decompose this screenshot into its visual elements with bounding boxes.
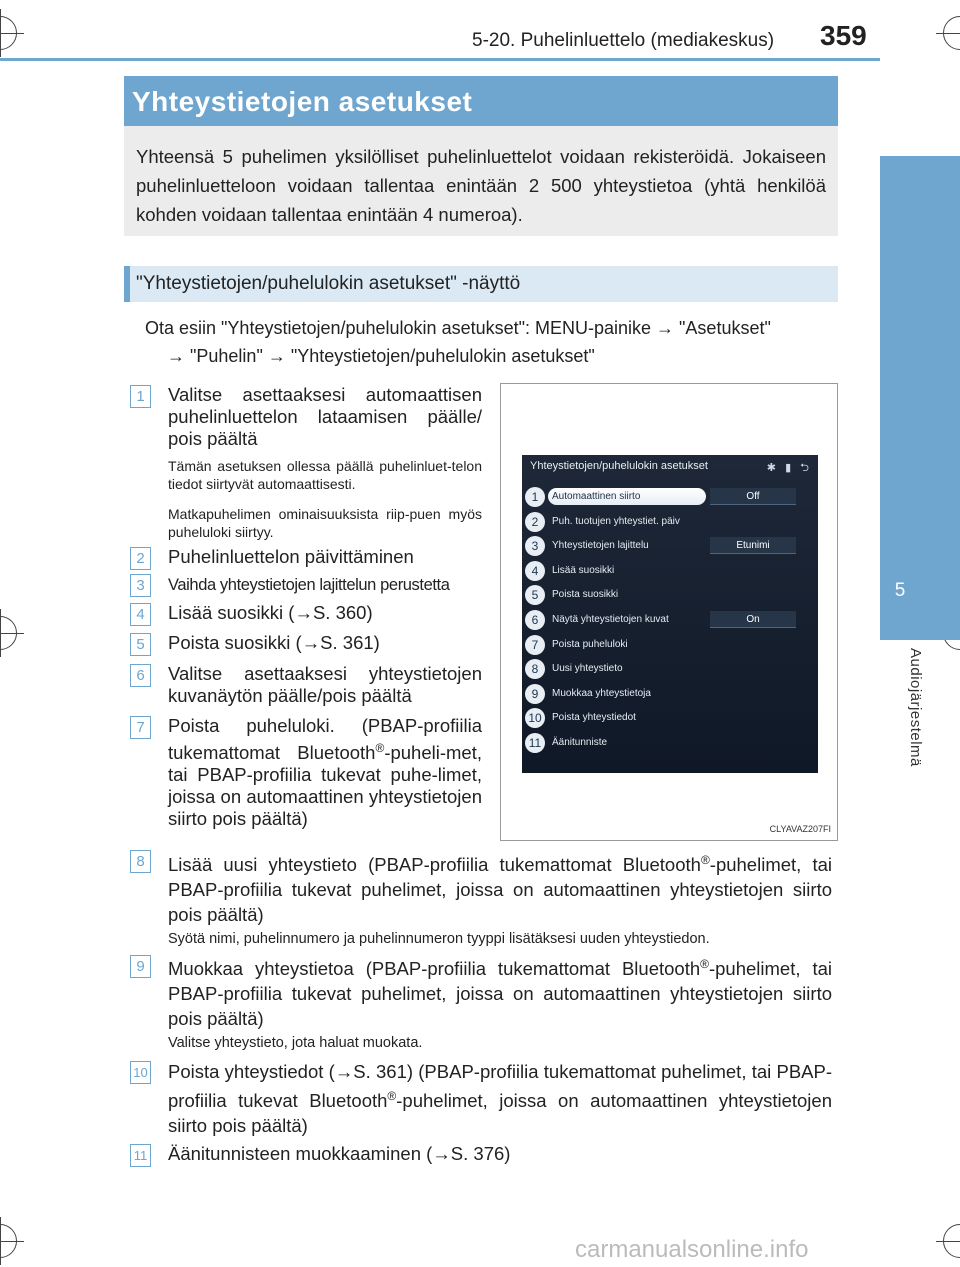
item-text-part: -puhelimet, tai PBAP-profiilia tukevat puhelimet, joissa on automaattinen yhteystietojen siirto pois päältä) [168,854,832,926]
screen-row-label: Muokkaa yhteystietoja [552,687,651,699]
registered-mark: ® [375,741,385,755]
section-title: Yhteystietojen asetukset [132,86,473,117]
screen-menu-row[interactable] [522,485,818,509]
screen-menu-row[interactable] [522,510,818,534]
status-icons: ✱ ▮ ⮌ [766,462,812,474]
item-text [168,1059,832,1138]
item-badge: 8 [130,850,151,873]
screen-row-label: Poista yhteystiedot [552,712,636,724]
screen-title: Yhteystietojen/puhelulokin asetukset [530,460,708,472]
item-note: Valitse yhteystieto, jota haluat muokata. [168,1035,423,1051]
screen-row-label: Äänitunniste [552,737,608,748]
screen-menu-row[interactable] [522,559,818,583]
header-rule [0,58,880,61]
nav-path-line-2: → "Puhelin" → "Yhteystietojen/puhelulokin asetukset" [167,346,595,366]
item-badge: 6 [130,664,151,687]
screen-row-label: Yhteystietojen lajittelu [552,540,649,552]
running-header: 5-20. Puhelinluettelo (mediakeskus) [472,30,775,51]
item-badge: 5 [130,633,151,656]
screen-menu-row[interactable] [522,657,818,681]
item-text-part: -puhelimet, joissa on automaattinen yhteystietojen siirto pois päältä) [168,1090,832,1137]
item-text-part: Poista puheluloki. (PBAP-profiilia tukemattomat Bluetooth [168,715,482,764]
nav-path-line-1: Ota esiin "Yhteystietojen/puhelulokin asetukset": MENU-painike → "Asetukset" [145,318,771,338]
item-text: Valitse asettaaksesi automaattisen puhelinluettelon lataamisen päälle/ pois päältä [168,384,482,449]
item-badge: 7 [130,716,151,739]
crop-mark-top-left [0,16,17,50]
screen-row-label: Lisää suosikki [552,564,615,576]
screen-row-number: 3 [525,536,545,556]
screen-menu-row[interactable] [522,608,818,632]
screen-row-label: Uusi yhteystieto [552,663,623,675]
crop-mark-top-right [943,16,960,50]
page-number: 359 [820,20,867,51]
chapter-label: Audiojärjestelmä [907,648,924,767]
item-text-part: Muokkaa yhteystietoa (PBAP-profiilia tukemattomat Bluetooth [168,958,701,980]
item-badge: 10 [130,1061,151,1084]
item-note: Syötä nimi, puhelinnumero ja puhelinnumeron tyyppi lisätäksesi uuden yhteystiedon. [168,931,710,947]
item-text: Äänitunnisteen muokkaaminen (→S. 376) [168,1143,511,1164]
registered-mark: ® [700,853,710,867]
item-text: Poista suosikki (→S. 361) [168,632,380,653]
registered-mark: ® [387,1089,397,1103]
item-note: Tämän asetuksen ollessa päällä puhelinluet-telon tiedot siirtyvät automaattisesti. [168,458,482,492]
crop-mark-bottom-right [943,1224,960,1258]
item-badge: 11 [130,1144,151,1167]
screen-row-number: 11 [525,733,545,753]
screen-row-number: 7 [525,635,545,655]
item-text [168,952,832,1031]
screen-row-number: 6 [525,610,545,630]
screen-row-label: Poista suosikki [552,589,619,601]
intro-box: Yhteensä 5 puhelimen yksilölliset puhelinluettelot voidaan rekisteröidä. Jokaiseen puhelinluetteloon voidaan tallentaa enintään 2 500 yhteystietoa (yhtä henkilöä kohden voidaan tallentaa enintään 4 numeroa). [124,126,838,236]
screen-menu-row[interactable] [522,583,818,607]
item-text-part: Lisää uusi yhteystieto (PBAP-profiilia tukemattomat Bluetooth [168,854,701,876]
watermark: carmanualsonline.info [575,1236,809,1263]
item-badge: 3 [130,574,151,597]
screen-row-number: 8 [525,659,545,679]
item-text: Lisää suosikki (→S. 360) [168,602,373,623]
item-badge: 2 [130,547,151,570]
item-text [168,715,482,830]
screen-menu-row[interactable] [522,682,818,706]
screen-row-number: 2 [525,512,545,532]
figure-code: CLYAVAZ207FI [769,824,831,834]
chapter-tab [880,156,960,640]
item-text: Puhelinluettelon päivittäminen [168,546,414,567]
screen-row-number: 4 [525,561,545,581]
crop-mark-mid-left [0,616,17,650]
screen-row-number: 9 [525,684,545,704]
item-note: Matkapuhelimen ominaisuuksista riip-puen myös puheluloki siirtyy. [168,506,482,540]
item-text: Valitse asettaaksesi yhteystietojen kuvanäytön päälle/pois päältä [168,663,482,706]
screen-row-value: Off [710,488,796,505]
item-text-part: Poista yhteystiedot (→S. 361) (PBAP-profiilia tukemattomat puhelimet, tai PBAP-profiilia tukevat Bluetooth [168,1061,832,1112]
settings-screen [522,455,818,773]
item-text-part: -puhelimet, tai PBAP-profiilia tukevat puhelimet, joissa on automaattinen yhteystietojen siirto pois päältä) [168,958,832,1030]
item-text: Vaihda yhteystietojen lajittelun perustetta [168,576,450,594]
registered-mark: ® [700,957,709,971]
screen-row-number: 5 [525,585,545,605]
screen-menu-row[interactable] [522,706,818,730]
crop-mark-bottom-left [0,1224,17,1258]
screen-row-label: Poista puheluloki [552,638,628,650]
screen-row-number: 1 [525,487,545,507]
item-text [168,848,832,927]
item-badge: 9 [130,955,151,978]
screen-menu-row[interactable] [522,633,818,657]
screen-row-value: On [710,611,796,628]
subsection-header [124,266,838,302]
screen-menu-row[interactable] [522,731,818,755]
screen-row-label: Automaattinen siirto [548,488,706,505]
item-badge: 1 [130,385,151,408]
screen-row-label: Näytä yhteystietojen kuvat [552,614,669,625]
chapter-number: 5 [894,580,906,601]
screen-row-label: Puh. tuotujen yhteystiet. päiv [552,515,680,527]
screen-row-value: Etunimi [710,537,796,554]
section-header [124,76,838,126]
screen-row-number: 10 [525,708,545,728]
screen-menu-row[interactable] [522,534,818,558]
item-badge: 4 [130,603,151,626]
subsection-title: "Yhteystietojen/puhelulokin asetukset" -näyttö [136,273,521,294]
navigation-path [145,314,835,370]
screen-figure [500,383,838,841]
item-text-part: -puheli-met, tai PBAP-profiilia tukevat puhe-limet, joissa on automaattinen yhteystietojen siirto pois päältä) [168,742,482,830]
